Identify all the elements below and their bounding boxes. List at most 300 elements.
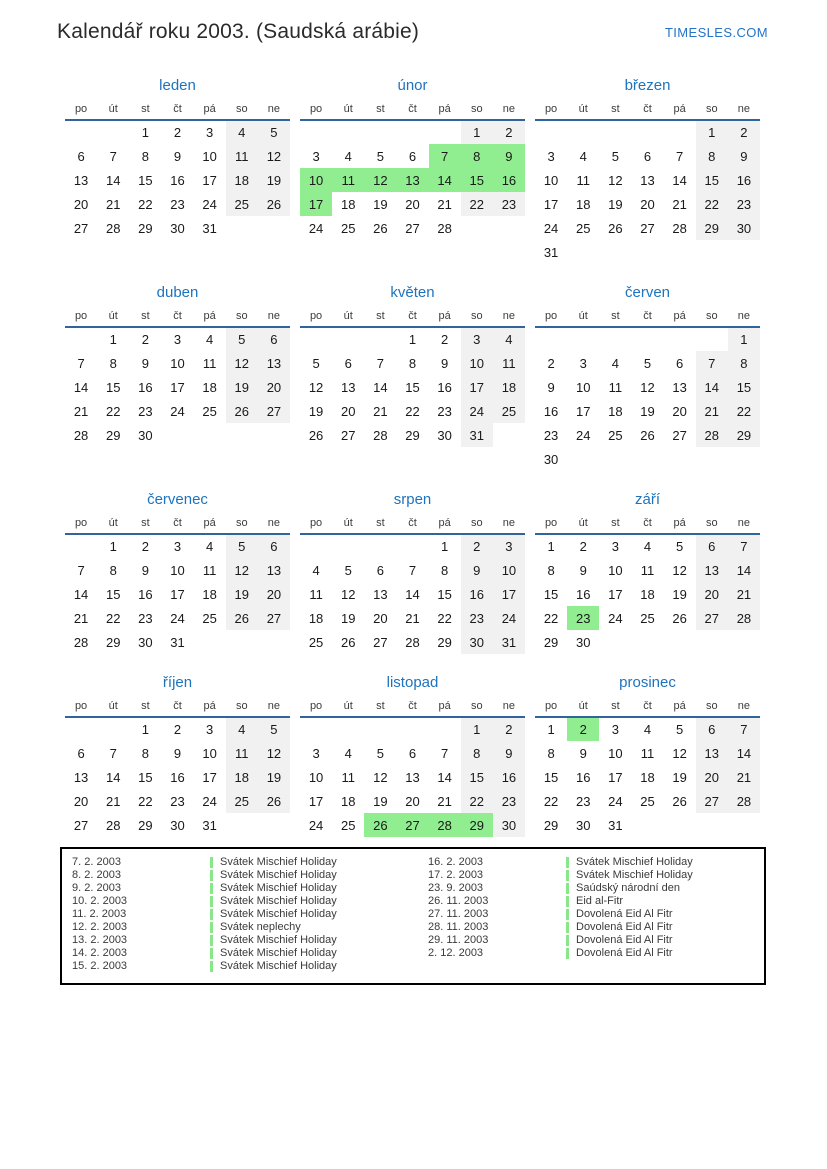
day-header: út [332, 700, 364, 717]
day-cell: 25 [340, 817, 356, 833]
day-header: pá [429, 103, 461, 120]
day-cell: 15 [461, 168, 493, 192]
day-header: ne [493, 517, 525, 534]
day-cell: 14 [73, 379, 89, 395]
day-cell: 8 [696, 144, 728, 168]
day-cell: 11 [576, 172, 590, 188]
day-cell: 16 [728, 168, 760, 192]
day-cell: 21 [405, 610, 420, 626]
day-cell: 23 [437, 403, 452, 419]
day-cell: 13 [672, 379, 687, 395]
week-row [300, 765, 525, 789]
legend-item [418, 908, 764, 921]
day-cell: 5 [226, 534, 258, 558]
day-cell: 4 [226, 120, 258, 144]
month-title: duben [156, 284, 199, 301]
day-header: pá [664, 517, 696, 534]
empty-cell [599, 327, 631, 351]
legend-label: Svátek Mischief Holiday [576, 869, 693, 881]
day-cell: 3 [611, 722, 619, 737]
day-cell: 11 [608, 379, 623, 395]
day-cell: 24 [202, 196, 217, 212]
day-header: po [300, 700, 332, 717]
day-cell: 8 [109, 562, 117, 578]
day-cell: 10 [543, 172, 559, 188]
day-cell: 24 [608, 793, 623, 809]
day-cell: 21 [696, 399, 728, 423]
day-cell: 25 [493, 399, 525, 423]
day-cell: 6 [696, 534, 728, 558]
week-row [535, 168, 760, 192]
day-cell: 3 [461, 327, 493, 351]
day-cell: 20 [373, 610, 388, 626]
day-cell: 1 [109, 539, 117, 554]
day-header: čt [396, 517, 428, 534]
day-cell: 16 [493, 765, 525, 789]
day-cell: 28 [728, 606, 760, 630]
legend-date: 13. 2. 2003 [72, 934, 128, 946]
empty-cell [696, 630, 728, 654]
day-cell: 11 [493, 351, 525, 375]
day-cell: 14 [437, 769, 452, 785]
empty-cell [429, 717, 461, 741]
day-cell: 6 [77, 745, 85, 761]
legend-item [418, 947, 764, 960]
day-cell: 6 [376, 562, 384, 578]
day-cell: 20 [672, 403, 687, 419]
day-cell: 1 [547, 539, 555, 554]
day-cell: 3 [206, 722, 214, 737]
month-title: prosinec [619, 674, 676, 691]
day-cell: 3 [579, 355, 587, 371]
legend-date: 14. 2. 2003 [72, 947, 128, 959]
day-header: so [461, 103, 493, 120]
day-header: so [696, 310, 728, 327]
day-header: so [461, 310, 493, 327]
day-cell: 20 [73, 196, 89, 212]
day-header: út [97, 103, 129, 120]
day-cell: 13 [405, 769, 420, 785]
day-cell: 9 [141, 355, 149, 371]
month-08 [300, 489, 525, 654]
day-header: čt [161, 517, 193, 534]
week-row [535, 813, 760, 837]
day-cell: 12 [364, 168, 396, 192]
day-cell: 20 [696, 765, 728, 789]
empty-cell [664, 447, 696, 471]
day-cell: 12 [373, 769, 388, 785]
day-cell: 7 [109, 148, 117, 164]
day-cell: 26 [308, 427, 324, 443]
week-row [535, 327, 760, 351]
empty-cell [258, 216, 290, 240]
day-cell: 9 [461, 558, 493, 582]
day-cell: 1 [408, 332, 417, 347]
empty-cell [567, 120, 599, 144]
day-cell: 25 [575, 220, 591, 236]
legend-item [62, 947, 418, 960]
day-header: st [129, 310, 161, 327]
day-header: čt [161, 103, 193, 120]
day-cell: 7 [429, 144, 461, 168]
day-cell: 13 [340, 379, 356, 395]
day-cell: 18 [608, 403, 623, 419]
day-cell: 30 [170, 817, 185, 833]
legend-label: Eid al-Fitr [576, 895, 624, 907]
week-row [535, 399, 760, 423]
day-cell: 16 [575, 769, 591, 785]
day-cell: 11 [202, 562, 217, 578]
day-cell: 13 [258, 558, 290, 582]
day-cell: 10 [170, 562, 185, 578]
day-cell: 27 [373, 634, 388, 650]
day-cell: 27 [73, 817, 89, 833]
month-title: listopad [386, 674, 439, 691]
legend-label: Svátek Mischief Holiday [220, 908, 337, 920]
day-header: po [535, 103, 567, 120]
day-header: út [97, 700, 129, 717]
day-cell: 29 [138, 817, 153, 833]
day-cell: 20 [696, 582, 728, 606]
day-cell: 14 [672, 172, 687, 188]
month-12 [535, 672, 760, 837]
week-row [65, 375, 290, 399]
day-cell: 12 [640, 379, 655, 395]
week-row [300, 423, 525, 447]
month-table [535, 310, 760, 471]
day-cell: 1 [141, 125, 149, 140]
legend-label: Svátek Mischief Holiday [220, 869, 337, 881]
empty-cell [631, 447, 663, 471]
day-cell: 9 [547, 379, 555, 395]
day-header: po [535, 310, 567, 327]
months-grid [65, 75, 760, 837]
day-header: pá [429, 517, 461, 534]
week-row [65, 120, 290, 144]
month-title: leden [159, 77, 196, 94]
holiday-color-bar-icon [210, 935, 213, 946]
day-cell: 4 [344, 745, 352, 761]
month-05 [300, 282, 525, 447]
day-cell: 29 [543, 634, 559, 650]
week-row [300, 558, 525, 582]
day-cell: 30 [575, 634, 591, 650]
legend-date: 27. 11. 2003 [428, 908, 489, 920]
day-header: so [461, 700, 493, 717]
empty-cell [194, 423, 226, 447]
day-cell: 8 [461, 144, 493, 168]
day-cell: 17 [543, 196, 559, 212]
day-cell: 25 [226, 192, 258, 216]
day-cell: 10 [202, 745, 217, 761]
day-cell: 19 [258, 168, 290, 192]
month-11 [300, 672, 525, 837]
day-cell: 30 [138, 634, 153, 650]
day-header: st [599, 310, 631, 327]
holiday-color-bar-icon [566, 870, 569, 881]
legend-date: 2. 12. 2003 [428, 947, 484, 959]
day-header: so [226, 700, 258, 717]
day-cell: 26 [640, 427, 655, 443]
empty-cell [332, 534, 364, 558]
day-cell: 27 [696, 606, 728, 630]
day-cell: 17 [575, 403, 591, 419]
day-cell: 14 [405, 586, 420, 602]
day-header: po [300, 310, 332, 327]
day-cell: 1 [728, 327, 760, 351]
day-cell: 28 [437, 220, 452, 236]
site-link[interactable]: TIMESLES.COM [664, 25, 768, 40]
day-cell: 18 [202, 379, 217, 395]
day-cell: 2 [579, 539, 587, 554]
empty-cell [664, 327, 696, 351]
day-cell: 26 [373, 220, 388, 236]
day-cell: 2 [441, 332, 449, 347]
day-cell: 13 [73, 172, 89, 188]
day-header: ne [258, 517, 290, 534]
day-cell: 21 [73, 403, 89, 419]
day-cell: 30 [170, 220, 185, 236]
month-table [535, 517, 760, 654]
holiday-color-bar-icon [210, 909, 213, 920]
day-cell: 16 [437, 379, 452, 395]
day-header: ne [728, 700, 760, 717]
day-cell: 27 [258, 399, 290, 423]
day-cell: 15 [543, 586, 559, 602]
empty-cell [696, 327, 728, 351]
day-cell: 7 [441, 745, 449, 761]
day-header: pá [194, 103, 226, 120]
legend-date: 12. 2. 2003 [72, 921, 128, 933]
empty-cell [728, 813, 760, 837]
day-cell: 30 [575, 817, 591, 833]
day-cell: 7 [728, 717, 760, 741]
legend-item [62, 895, 418, 908]
legend-label: Saúdský národní den [576, 882, 680, 894]
day-cell: 8 [141, 745, 149, 761]
day-cell: 27 [672, 427, 687, 443]
week-row [300, 534, 525, 558]
day-header: st [129, 103, 161, 120]
day-header: po [300, 517, 332, 534]
day-cell: 29 [138, 220, 153, 236]
legend-date: 10. 2. 2003 [72, 895, 128, 907]
empty-cell [664, 120, 696, 144]
week-row [300, 582, 525, 606]
day-cell: 25 [202, 403, 217, 419]
legend-label: Svátek neplechy [220, 921, 301, 933]
day-header: ne [493, 103, 525, 120]
week-row [65, 327, 290, 351]
day-cell: 21 [105, 196, 121, 212]
day-cell: 16 [461, 582, 493, 606]
day-cell: 2 [173, 722, 182, 737]
day-header: ne [493, 700, 525, 717]
day-cell: 5 [258, 717, 290, 741]
day-cell: 2 [141, 539, 149, 554]
day-cell: 23 [461, 606, 493, 630]
day-cell: 31 [170, 634, 185, 650]
day-cell: 8 [547, 562, 555, 578]
empty-cell [631, 630, 663, 654]
empty-cell [97, 717, 129, 741]
week-row [535, 192, 760, 216]
day-cell: 20 [258, 375, 290, 399]
holiday-color-bar-icon [210, 870, 213, 881]
legend-item [62, 856, 418, 869]
week-row [300, 144, 525, 168]
day-cell: 21 [672, 196, 687, 212]
week-row [65, 423, 290, 447]
day-cell: 15 [405, 379, 420, 395]
day-header: st [364, 700, 396, 717]
legend-item [418, 921, 764, 934]
legend-date: 17. 2. 2003 [428, 869, 484, 881]
day-cell: 25 [340, 220, 356, 236]
day-cell: 1 [141, 722, 149, 737]
day-header: pá [194, 700, 226, 717]
day-cell: 5 [376, 745, 384, 761]
legend-date: 11. 2. 2003 [72, 908, 127, 920]
legend-date: 23. 9. 2003 [428, 882, 484, 894]
day-cell: 26 [364, 813, 396, 837]
holiday-color-bar-icon [210, 961, 213, 972]
holiday-color-bar-icon [566, 922, 569, 933]
day-header: st [364, 517, 396, 534]
day-cell: 23 [138, 610, 153, 626]
day-cell: 19 [308, 403, 324, 419]
holiday-color-bar-icon [566, 857, 569, 868]
day-header: st [129, 517, 161, 534]
empty-cell [300, 534, 332, 558]
day-cell: 14 [429, 168, 461, 192]
day-cell: 14 [728, 558, 760, 582]
legend-date: 8. 2. 2003 [72, 869, 121, 881]
day-header: so [226, 517, 258, 534]
day-cell: 6 [408, 745, 417, 761]
day-header: pá [429, 700, 461, 717]
day-header: čt [631, 310, 663, 327]
empty-cell [65, 534, 97, 558]
day-header: st [599, 103, 631, 120]
week-row [65, 606, 290, 630]
day-cell: 28 [73, 634, 89, 650]
day-cell: 3 [611, 539, 619, 554]
day-cell: 18 [640, 586, 655, 602]
day-cell: 25 [202, 610, 217, 626]
day-header: st [364, 103, 396, 120]
holiday-color-bar-icon [566, 948, 569, 959]
empty-cell [696, 447, 728, 471]
day-header: ne [258, 103, 290, 120]
day-header: po [65, 517, 97, 534]
day-cell: 22 [461, 789, 493, 813]
day-header: pá [194, 310, 226, 327]
day-cell: 31 [461, 423, 493, 447]
empty-cell [599, 240, 631, 264]
day-cell: 30 [493, 813, 525, 837]
day-cell: 30 [461, 630, 493, 654]
empty-cell [65, 120, 97, 144]
day-cell: 21 [105, 793, 121, 809]
day-header: pá [664, 700, 696, 717]
day-cell: 27 [396, 813, 428, 837]
day-cell: 1 [461, 120, 493, 144]
day-cell: 29 [405, 427, 420, 443]
legend-date: 26. 11. 2003 [428, 895, 489, 907]
day-cell: 10 [575, 379, 591, 395]
empty-cell [161, 423, 193, 447]
day-header: po [300, 103, 332, 120]
day-cell: 21 [373, 403, 388, 419]
day-cell: 31 [202, 817, 217, 833]
day-header: čt [161, 310, 193, 327]
legend-label: Svátek Mischief Holiday [220, 960, 337, 972]
day-cell: 21 [437, 196, 452, 212]
day-cell: 17 [170, 379, 185, 395]
day-cell: 2 [173, 125, 182, 140]
day-cell: 8 [728, 351, 760, 375]
day-cell: 13 [696, 558, 728, 582]
day-header: st [599, 700, 631, 717]
day-cell: 9 [728, 144, 760, 168]
day-cell: 19 [672, 586, 687, 602]
empty-cell [332, 120, 364, 144]
empty-cell [535, 120, 567, 144]
empty-cell [696, 240, 728, 264]
day-cell: 7 [408, 562, 417, 578]
week-row [65, 765, 290, 789]
day-cell: 24 [202, 793, 217, 809]
legend-date: 16. 2. 2003 [428, 856, 484, 868]
day-cell: 8 [461, 741, 493, 765]
day-cell: 25 [640, 793, 655, 809]
day-cell: 23 [543, 427, 559, 443]
page-title: Kalendář roku 2003. (Saudská arábie) [57, 20, 420, 43]
legend-item [418, 856, 764, 869]
day-cell: 18 [493, 375, 525, 399]
holiday-color-bar-icon [210, 883, 213, 894]
day-cell: 2 [461, 534, 493, 558]
legend-item [62, 934, 418, 947]
day-header: ne [258, 310, 290, 327]
day-cell: 16 [138, 379, 153, 395]
empty-cell [631, 240, 663, 264]
day-cell: 11 [640, 745, 655, 761]
day-cell: 5 [643, 355, 652, 371]
empty-cell [226, 423, 258, 447]
legend-item [418, 934, 764, 947]
empty-cell [226, 216, 258, 240]
day-cell: 3 [173, 539, 182, 554]
day-cell: 16 [170, 769, 185, 785]
month-04 [65, 282, 290, 447]
day-cell: 26 [608, 220, 623, 236]
empty-cell [631, 813, 663, 837]
empty-cell [396, 717, 428, 741]
week-row [300, 630, 525, 654]
day-cell: 7 [77, 562, 85, 578]
day-cell: 17 [170, 586, 185, 602]
week-row [535, 240, 760, 264]
day-cell: 13 [396, 168, 428, 192]
day-cell: 24 [170, 403, 185, 419]
day-cell: 30 [543, 451, 559, 467]
empty-cell [599, 447, 631, 471]
week-row [300, 168, 525, 192]
day-cell: 11 [332, 168, 364, 192]
day-cell: 16 [138, 586, 153, 602]
